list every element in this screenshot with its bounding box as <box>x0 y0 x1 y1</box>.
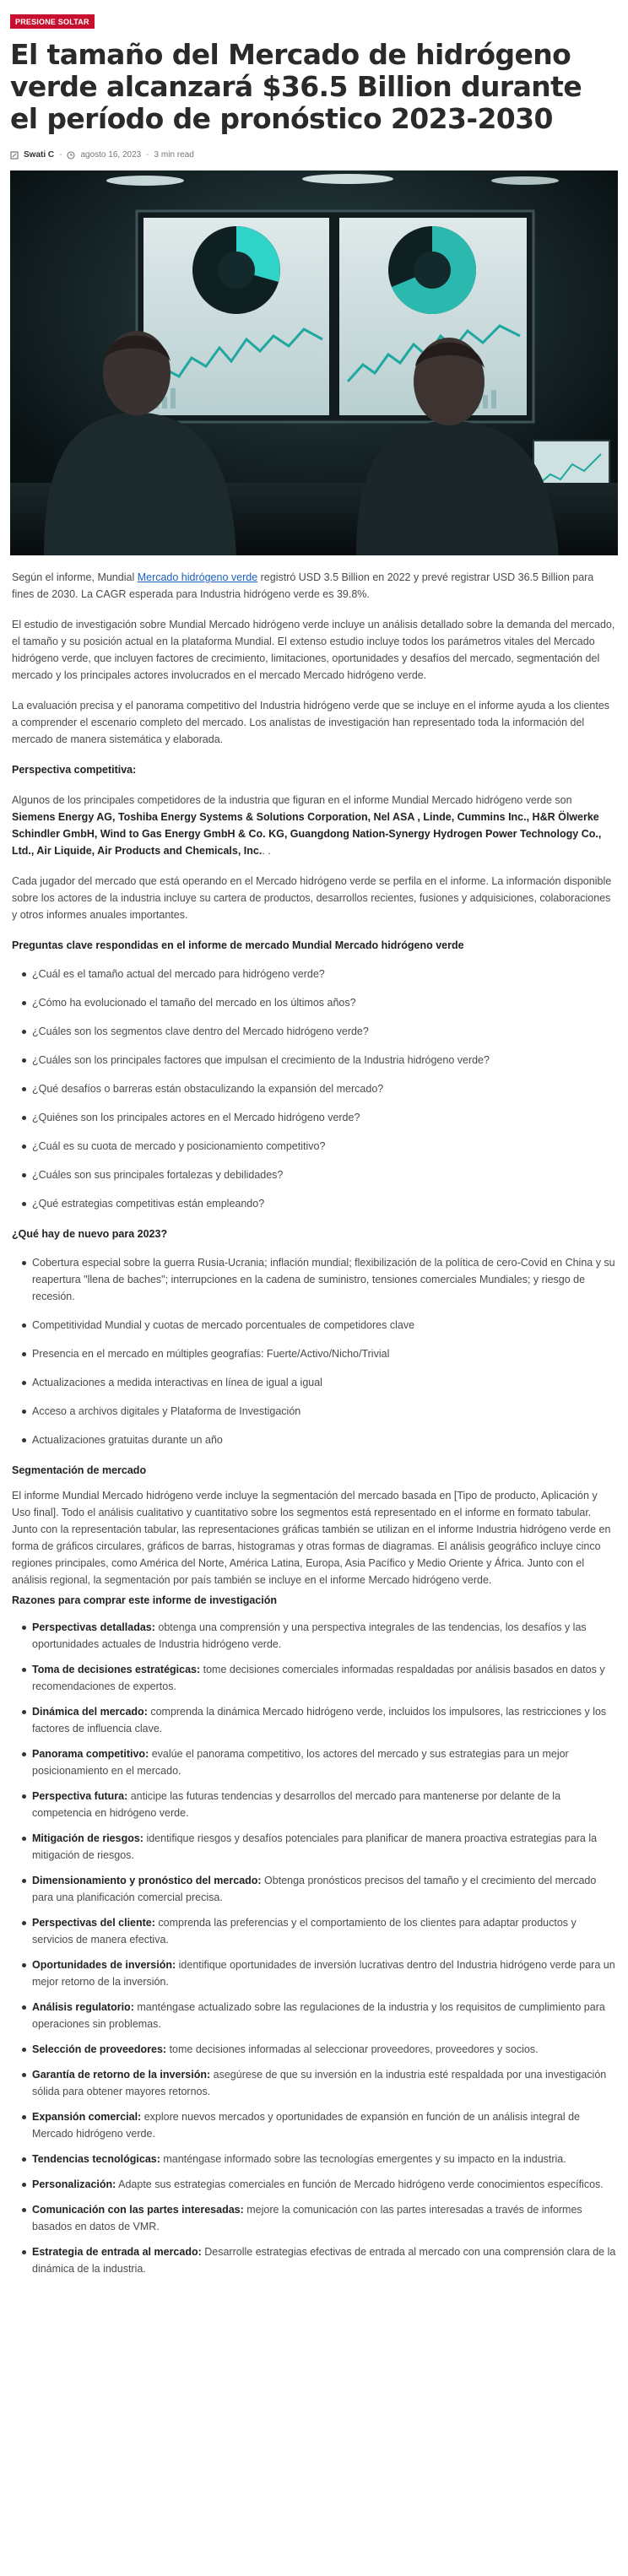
reason-item <box>24 2151 616 2167</box>
reason-key: Mitigación de riesgos: <box>32 1832 143 1844</box>
reason-text: Adapte sus estrategias comerciales en función de Mercado hidrógeno verde conocimientos específicos. <box>116 2178 604 2190</box>
study-paragraph: El estudio de investigación sobre Mundial Mercado hidrógeno verde incluye un análisis detallado sobre la demanda del mercado, el tamaño y su posición actual en la plataforma Mundial. El extenso estudio incluye todos los parámetros vitales del Mercado hidrógeno verde, que incluyen factores de crecimiento, limitaciones, oportunidades y desafíos del mercado, segmentación del mercado y los principales actores involucrados en el mercado Mercado hidrógeno verde. <box>12 619 615 681</box>
reason-item <box>24 1619 616 1653</box>
list-item: ¿Quiénes son los principales actores en el Mercado hidrógeno verde? <box>24 1109 616 1126</box>
reason-item <box>24 1872 616 1906</box>
reason-item <box>24 2108 616 2142</box>
reason-key: Panorama competitivo: <box>32 1748 149 1760</box>
reason-text: tome decisiones informadas al seleccionar proveedores, proveedores y socios. <box>166 2043 539 2055</box>
hero-illustration <box>10 170 618 555</box>
reason-key: Estrategia de entrada al mercado: <box>32 2246 202 2258</box>
questions-heading: Preguntas clave respondidas en el informe de mercado Mundial Mercado hidrógeno verde <box>12 939 464 951</box>
read-time: 3 min read <box>154 150 194 160</box>
reason-item <box>24 1830 616 1864</box>
publish-date[interactable]: agosto 16, 2023 <box>80 150 142 160</box>
evaluation-paragraph: La evaluación precisa y el panorama competitivo del Industria hidrógeno verde que se incluye en el informe ayuda a los clientes a comprender el escenario completo del mercado. Los analistas de investigación han representado toda la información del mercado de manera sistemática y elaborada. <box>12 700 610 745</box>
list-item: ¿Cuáles son los principales factores que impulsan el crecimiento de la Industria hidrógeno verde? <box>24 1052 616 1069</box>
list-item: Acceso a archivos digitales y Plataforma de Investigación <box>24 1403 616 1420</box>
reason-item <box>24 1788 616 1821</box>
reason-text: Obtenga pronósticos precisos del tamaño y el crecimiento del mercado para una planificación comercial precisa. <box>32 1875 597 1903</box>
reason-key: Análisis regulatorio: <box>32 2001 134 2013</box>
questions-list <box>12 966 616 1212</box>
list-item: Actualizaciones a medida interactivas en línea de igual a igual <box>24 1374 616 1391</box>
new2023-heading: ¿Qué hay de nuevo para 2023? <box>12 1228 168 1240</box>
segmentation-heading: Segmentación de mercado <box>12 1464 147 1476</box>
reason-item <box>24 2176 616 2193</box>
author-icon <box>10 151 19 160</box>
meta-separator: - <box>59 150 62 160</box>
reason-item <box>24 2243 616 2277</box>
segmentation-paragraph: El informe Mundial Mercado hidrógeno verde incluye la segmentación del mercado basada en [Tipo de producto, Aplicación y Uso final]. Todo el análisis cualitativo y cuantitativo sobre los segmentos está representado en el informe en formato tabular. Junto con la representación tabular, las representaciones gráficas también se utilizan en el informe Industria hidrógeno verde en forma de gráficos circulares, gráficos de barras, histogramas y otras formas de diagramas. El análisis geográfico incluye cinco regiones principales, como América del Norte, América Latina, Europa, Asia Pacífico y Medio Oriente y África. Junto con el análisis regional, la segmentación por país también se incluye en el informe Mercado hidrógeno verde. <box>12 1490 611 1586</box>
reason-text: manténgase actualizado sobre las regulaciones de la industria y los requisitos de cumplimiento para operaciones sin problemas. <box>32 2001 605 2030</box>
competitive-heading: Perspectiva competitiva: <box>12 764 137 776</box>
reason-text: explore nuevos mercados y oportunidades de expansión en función de un análisis integral de Mercado hidrógeno verde. <box>32 2111 581 2140</box>
reason-text: asegúrese de que su inversión en la industria esté respaldada por una investigación sólida para obtener mayores retornos. <box>32 2069 607 2097</box>
competitor-list: Siemens Energy AG, Toshiba Energy Systems & Solutions Corporation, Nel ASA , Linde, Cummins Inc., H&R Ölwerke Schindler GmbH, Wind to Gas Energy GmbH & Co. KG, Guangdong Nation-Synergy Hydrogen Power Technology Co., Ltd., Air Liquide, Air Products and Chemicals, Inc. <box>12 811 602 857</box>
reason-key: Perspectivas del cliente: <box>32 1917 155 1929</box>
list-item: Presencia en el mercado en múltiples geografías: Fuerte/Activo/Nicho/Trivial <box>24 1345 616 1362</box>
intro-paragraph: Según el informe, Mundial Mercado hidrógeno verde registró USD 3.5 Billion en 2022 y prevé registrar USD 36.5 Billion para fines de 2030. La CAGR esperada para Industria hidrógeno verde es 39.8%. <box>12 571 594 600</box>
clock-icon <box>67 151 75 160</box>
reason-text: anticipe las futuras tendencias y desarrollos del mercado para mantenerse por delante de la competencia en hidrógeno verde. <box>32 1790 561 1819</box>
list-item: ¿Cuál es el tamaño actual del mercado para hidrógeno verde? <box>24 966 616 982</box>
reason-key: Selección de proveedores: <box>32 2043 167 2055</box>
reason-item <box>24 2066 616 2100</box>
reason-text: comprenda la dinámica Mercado hidrógeno verde, incluidos los impulsores, las restricciones y los factores de influencia clave. <box>32 1706 607 1734</box>
hero-image <box>10 170 618 555</box>
article-meta <box>10 150 618 160</box>
reason-key: Comunicación con las partes interesadas: <box>32 2204 244 2216</box>
reason-text: manténgase informado sobre las tecnologías emergentes y su impacto en la industria. <box>160 2153 566 2165</box>
list-item: ¿Qué desafíos o barreras están obstaculizando la expansión del mercado? <box>24 1080 616 1097</box>
list-item: ¿Qué estrategias competitivas están empleando? <box>24 1195 616 1212</box>
reason-key: Tendencias tecnológicas: <box>32 2153 160 2165</box>
reason-key: Personalización: <box>32 2178 116 2190</box>
list-item: Actualizaciones gratuitas durante un año <box>24 1431 616 1448</box>
reason-text: comprenda las preferencias y el comportamiento de los clientes para adaptar productos y servicios de manera efectiva. <box>32 1917 577 1946</box>
list-item: ¿Cuál es su cuota de mercado y posicionamiento competitivo? <box>24 1138 616 1155</box>
reason-text: Desarrolle estrategias efectivas de entrada al mercado con una comprensión clara de la dinámica de la industria. <box>32 2246 616 2275</box>
reason-item <box>24 1914 616 1948</box>
reason-item <box>24 2041 616 2058</box>
reason-key: Toma de decisiones estratégicas: <box>32 1664 201 1675</box>
reason-key: Perspectiva futura: <box>32 1790 128 1802</box>
reason-key: Perspectivas detalladas: <box>32 1621 155 1633</box>
reason-key: Expansión comercial: <box>32 2111 142 2123</box>
reason-text: evalúe el panorama competitivo, los actores del mercado y sus estrategias para un mejor posicionamiento en el mercado. <box>32 1748 569 1777</box>
reason-text: obtenga una comprensión y una perspectiva integrales de las tendencias, los desafíos y las oportunidades actuales de Industria hidrógeno verde. <box>32 1621 587 1650</box>
author-name[interactable]: Swati C <box>24 150 55 160</box>
list-item: ¿Cuáles son sus principales fortalezas y debilidades? <box>24 1166 616 1183</box>
new2023-list <box>12 1254 616 1448</box>
reason-text: identifique riesgos y desafíos potenciales para planificar de manera proactiva estrategias para la mitigación de riesgos. <box>32 1832 598 1861</box>
reason-text: tome decisiones comerciales informadas respaldadas por análisis basados en datos y recomendaciones de expertos. <box>32 1664 605 1692</box>
list-item: ¿Cómo ha evolucionado el tamaño del mercado en los últimos años? <box>24 994 616 1011</box>
list-item: ¿Cuáles son los segmentos clave dentro del Mercado hidrógeno verde? <box>24 1023 616 1040</box>
reason-text: mejore la comunicación con las partes interesadas a través de informes basados en datos de VMR. <box>32 2204 582 2232</box>
reason-key: Dinámica del mercado: <box>32 1706 148 1718</box>
list-item: Competitividad Mundial y cuotas de mercado porcentuales de competidores clave <box>24 1317 616 1334</box>
reason-key: Dimensionamiento y pronóstico del mercado: <box>32 1875 262 1886</box>
article-body <box>10 569 618 2277</box>
players-paragraph: Cada jugador del mercado que está operando en el Mercado hidrógeno verde se perfila en el informe. La información disponible sobre los actores de la industria incluye su cartera de productos, desarrollos recientes, fusiones y adquisiciones, colaboraciones y otros informes anuales importantes. <box>12 875 612 921</box>
reason-item <box>24 2201 616 2235</box>
reason-item <box>24 1956 616 1990</box>
reason-item <box>24 1703 616 1737</box>
reason-item <box>24 1999 616 2032</box>
reason-text: identifique oportunidades de inversión lucrativas dentro del Industria hidrógeno verde para un mejor retorno de la inversión. <box>32 1959 615 1988</box>
reason-key: Garantía de retorno de la inversión: <box>32 2069 211 2081</box>
meta-separator-2: - <box>146 150 149 160</box>
competitors-paragraph: Algunos de los principales competidores de la industria que figuran en el informe Mundial Mercado hidrógeno verde son Siemens Energy AG, Toshiba Energy Systems & Solutions Corporation, Nel ASA , Linde, Cummins Inc., H&R Ölwerke Schindler GmbH, Wind to Gas Energy GmbH & Co. KG, Guangdong Nation-Synergy Hydrogen Power Technology Co., Ltd., Air Liquide, Air Products and Chemicals, Inc.. . <box>12 794 602 857</box>
reason-item <box>24 1745 616 1779</box>
reasons-heading: Razones para comprar este informe de investigación <box>12 1594 277 1606</box>
category-badge[interactable]: PRESIONE SOLTAR <box>10 14 95 29</box>
reason-item <box>24 1661 616 1695</box>
reasons-list <box>12 1619 616 2277</box>
market-link[interactable]: Mercado hidrógeno verde <box>137 571 258 583</box>
article-title: El tamaño del Mercado de hidrógeno verde alcanzará $36.5 Billion durante el período de pronóstico 2023-2030 <box>10 38 582 135</box>
list-item: Cobertura especial sobre la guerra Rusia-Ucrania; inflación mundial; flexibilización de la política de cero-Covid en China y su reapertura "llena de baches"; interrupciones en la cadena de suministro, tensiones comerciales Mundiales; y riesgo de recesión. <box>24 1254 616 1305</box>
reason-key: Oportunidades de inversión: <box>32 1959 176 1971</box>
